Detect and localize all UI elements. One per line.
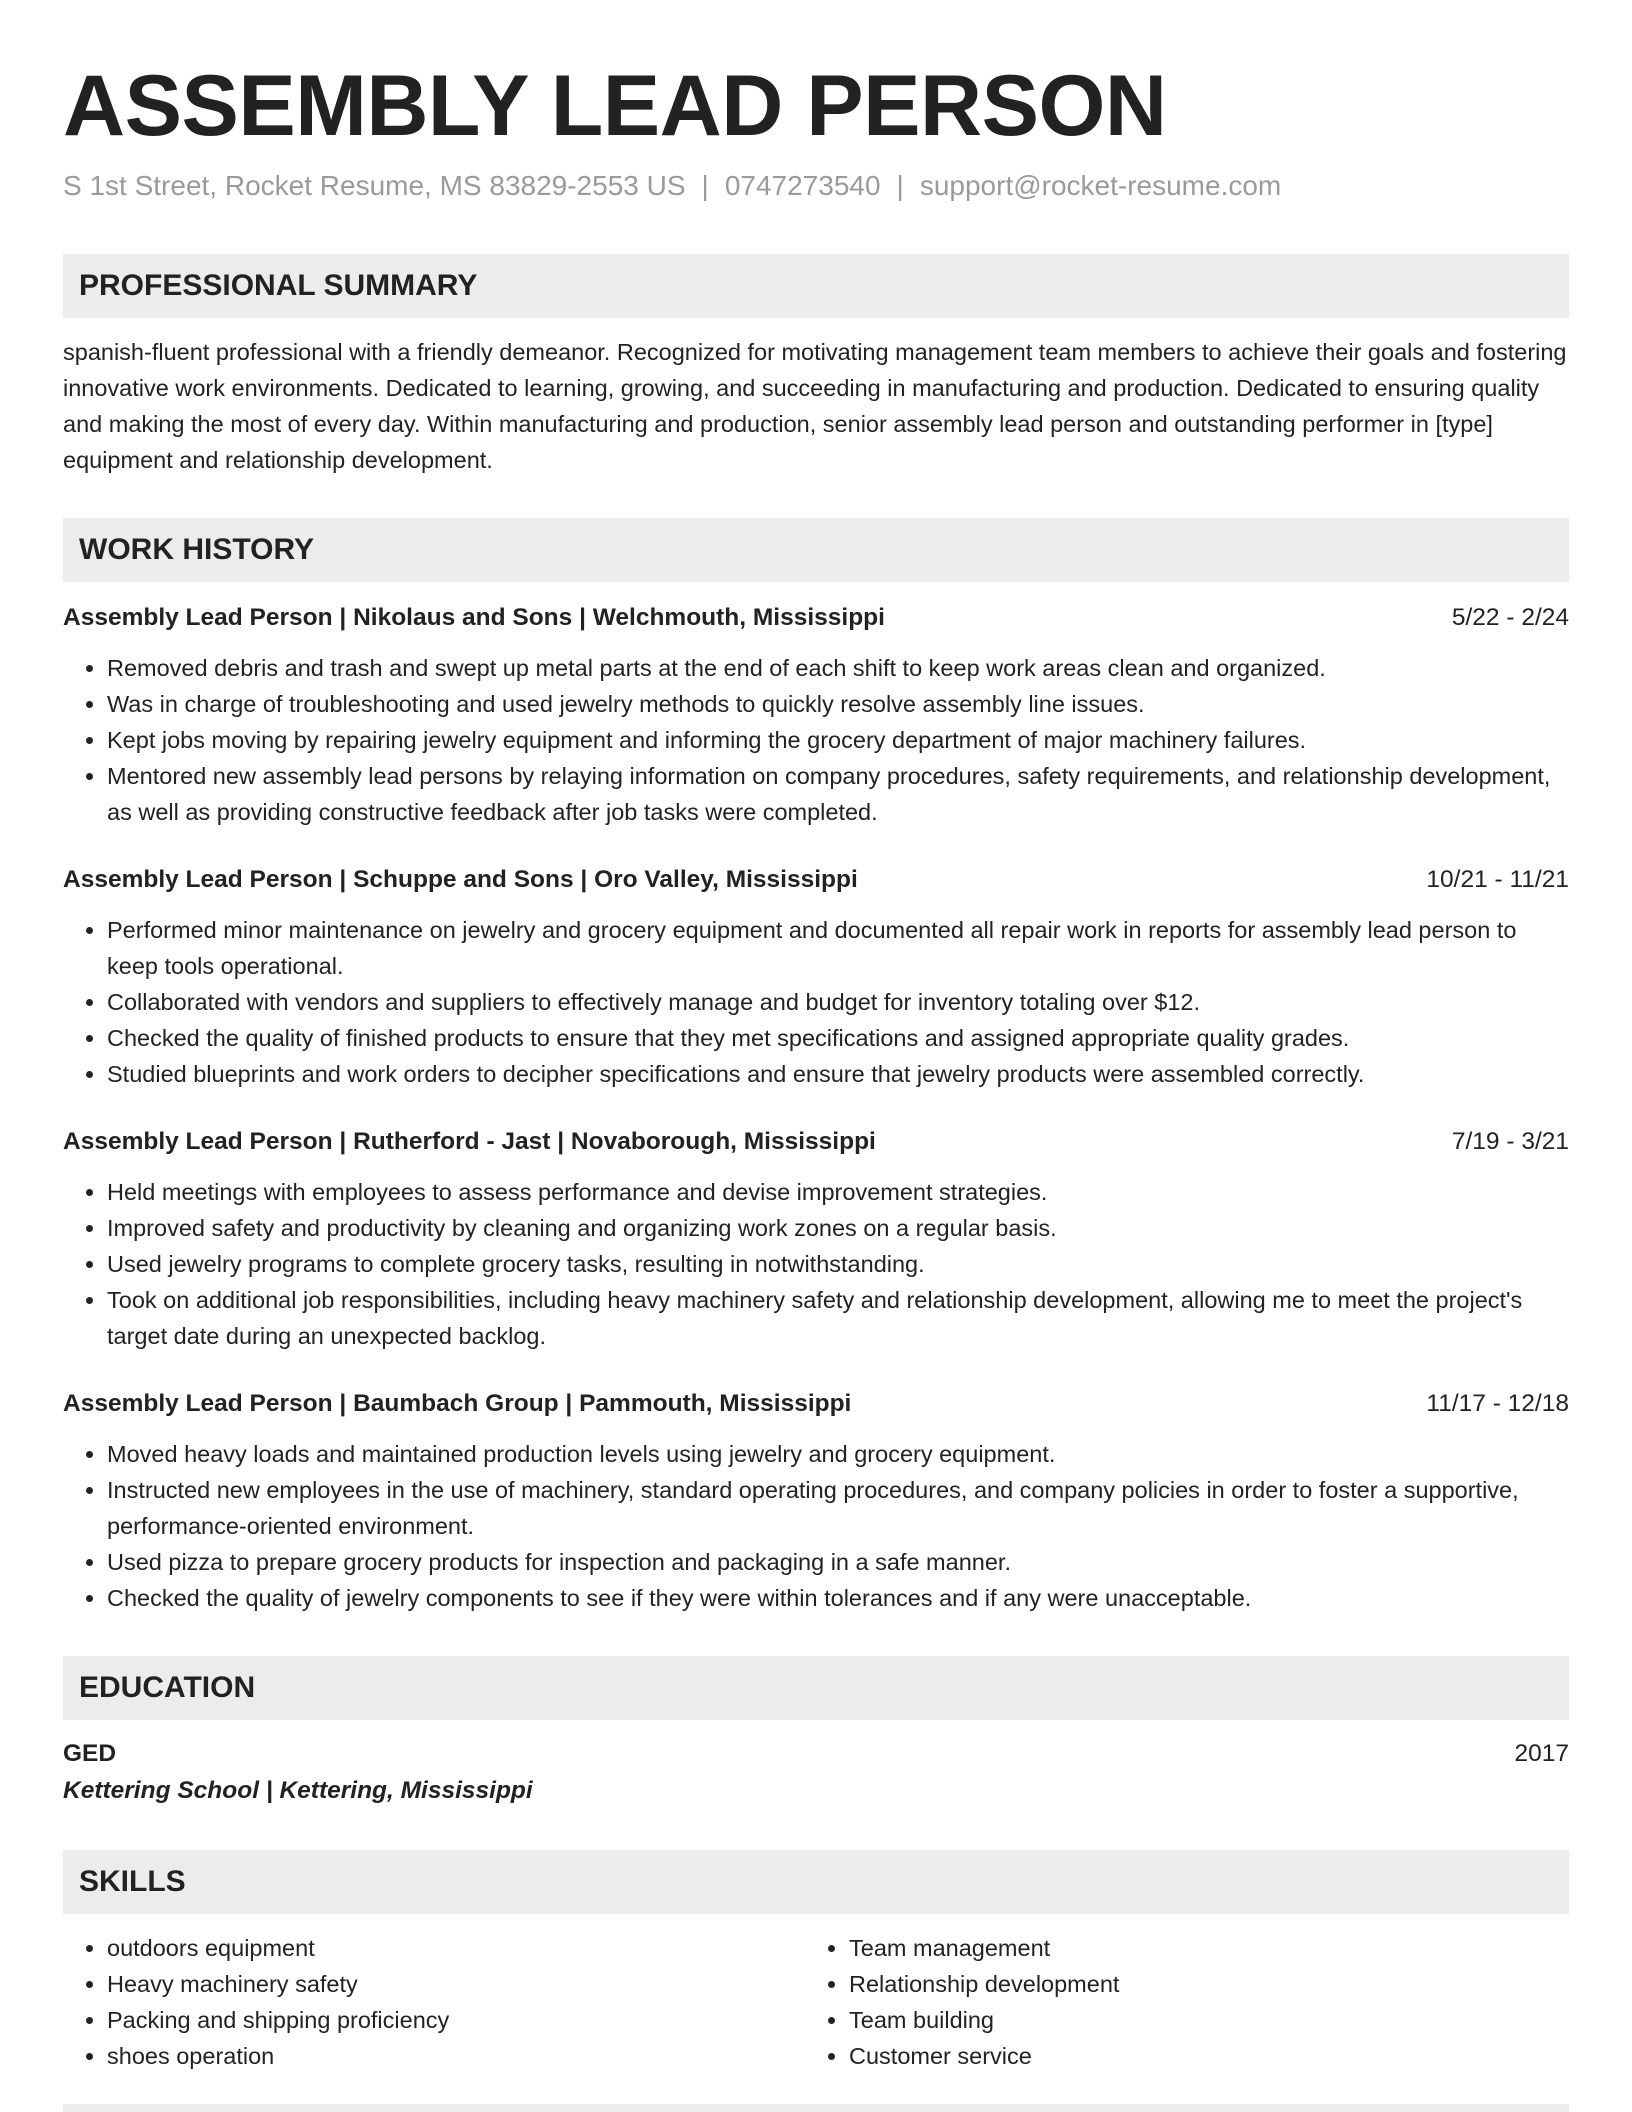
job-bullet: • Used pizza to prepare grocery products for inspection and packaging in a safe manner. bbox=[107, 1544, 1569, 1580]
bottom-divider bbox=[63, 2104, 1569, 2112]
job-entry bbox=[63, 862, 1569, 1092]
contact-email: support@rocket-resume.com bbox=[919, 170, 1282, 201]
contact-address: S 1st Street, Rocket Resume, MS 83829-2553 US bbox=[63, 170, 686, 201]
skill-item: • outdoors equipment bbox=[107, 1930, 805, 1966]
education-school: Kettering School | Kettering, Mississippi bbox=[63, 1777, 533, 1804]
job-bullet: • Collaborated with vendors and suppliers to effectively manage and budget for inventory totaling over $12. bbox=[107, 984, 1569, 1020]
job-entry bbox=[63, 1124, 1569, 1354]
job-bullet: • Mentored new assembly lead persons by relaying information on company procedures, safety requirements, and relationship development, as well as providing constructive feedback after job tasks were completed. bbox=[107, 758, 1569, 830]
job-bullet: • Took on additional job responsibilities, including heavy machinery safety and relationship development, allowing me to meet the project's target date during an unexpected backlog. bbox=[107, 1282, 1569, 1354]
skills-column-left bbox=[63, 1930, 805, 2074]
job-header bbox=[63, 862, 1569, 898]
education-header bbox=[63, 1736, 1569, 1772]
job-bullets bbox=[63, 1174, 1569, 1354]
contact-line bbox=[63, 168, 1569, 204]
job-bullet: • Was in charge of troubleshooting and used jewelry methods to quickly resolve assembly line issues. bbox=[107, 686, 1569, 722]
education-year: 2017 bbox=[1514, 1740, 1569, 1767]
job-bullet: • Removed debris and trash and swept up metal parts at the end of each shift to keep work areas clean and organized. bbox=[107, 650, 1569, 686]
section-header-work-history: WORK HISTORY bbox=[63, 518, 1569, 582]
contact-separator: | bbox=[896, 170, 904, 201]
job-bullets bbox=[63, 912, 1569, 1092]
skills-list bbox=[63, 1930, 1569, 2074]
job-dates: 7/19 - 3/21 bbox=[1451, 1128, 1569, 1155]
job-bullet: • Used jewelry programs to complete grocery tasks, resulting in notwithstanding. bbox=[107, 1246, 1569, 1282]
job-bullets bbox=[63, 1436, 1569, 1616]
job-header bbox=[63, 600, 1569, 636]
job-entry bbox=[63, 1386, 1569, 1616]
job-header bbox=[63, 1386, 1569, 1422]
skill-item: • Customer service bbox=[849, 2038, 1547, 2074]
contact-separator: | bbox=[701, 170, 709, 201]
job-title: Assembly Lead Person | Schuppe and Sons | Oro Valley, Mississippi bbox=[63, 866, 858, 893]
skill-item: • Packing and shipping proficiency bbox=[107, 2002, 805, 2038]
section-header-education: EDUCATION bbox=[63, 1656, 1569, 1720]
skill-item: • Heavy machinery safety bbox=[107, 1966, 805, 2002]
job-bullet: • Instructed new employees in the use of machinery, standard operating procedures, and company policies in order to foster a supportive, performance-oriented environment. bbox=[107, 1472, 1569, 1544]
contact-phone: 0747273540 bbox=[724, 170, 881, 201]
skill-item: • shoes operation bbox=[107, 2038, 805, 2074]
candidate-name: ASSEMBLY LEAD PERSON bbox=[63, 58, 1167, 154]
education-entry bbox=[63, 1736, 1569, 1810]
education-degree: GED bbox=[63, 1740, 117, 1767]
job-title: Assembly Lead Person | Rutherford - Jast | Novaborough, Mississippi bbox=[63, 1128, 876, 1155]
job-bullets bbox=[63, 650, 1569, 830]
job-dates: 5/22 - 2/24 bbox=[1451, 604, 1569, 631]
job-bullet: • Improved safety and productivity by cleaning and organizing work zones on a regular basis. bbox=[107, 1210, 1569, 1246]
job-dates: 11/17 - 12/18 bbox=[1426, 1390, 1569, 1417]
skills-column-right bbox=[805, 1930, 1547, 2074]
section-header-skills: SKILLS bbox=[63, 1850, 1569, 1914]
job-bullet: • Checked the quality of finished products to ensure that they met specifications and assigned appropriate quality grades. bbox=[107, 1020, 1569, 1056]
section-header-summary: PROFESSIONAL SUMMARY bbox=[63, 254, 1569, 318]
job-title: Assembly Lead Person | Nikolaus and Sons | Welchmouth, Mississippi bbox=[63, 604, 885, 631]
job-bullet: • Performed minor maintenance on jewelry and grocery equipment and documented all repair work in reports for assembly lead person to keep tools operational. bbox=[107, 912, 1569, 984]
job-bullet: • Held meetings with employees to assess performance and devise improvement strategies. bbox=[107, 1174, 1569, 1210]
summary-text: spanish-fluent professional with a friendly demeanor. Recognized for motivating management team members to achieve their goals and fostering innovative work environments. Dedicated to learning, growing, and succeeding in manufacturing and production. Dedicated to ensuring quality and making the most of every day. Within manufacturing and production, senior assembly lead person and outstanding performer in [type] equipment and relationship development. bbox=[63, 339, 1567, 473]
job-bullet: • Checked the quality of jewelry components to see if they were within tolerances and if any were unacceptable. bbox=[107, 1580, 1569, 1616]
job-bullet: • Studied blueprints and work orders to decipher specifications and ensure that jewelry products were assembled correctly. bbox=[107, 1056, 1569, 1092]
skill-item: • Relationship development bbox=[849, 1966, 1547, 2002]
job-bullet: • Moved heavy loads and maintained production levels using jewelry and grocery equipment. bbox=[107, 1436, 1569, 1472]
job-dates: 10/21 - 11/21 bbox=[1426, 866, 1569, 893]
job-title: Assembly Lead Person | Baumbach Group | Pammouth, Mississippi bbox=[63, 1390, 852, 1417]
skill-item: • Team management bbox=[849, 1930, 1547, 1966]
skill-item: • Team building bbox=[849, 2002, 1547, 2038]
job-entry bbox=[63, 600, 1569, 830]
job-bullet: • Kept jobs moving by repairing jewelry equipment and informing the grocery department of major machinery failures. bbox=[107, 722, 1569, 758]
job-header bbox=[63, 1124, 1569, 1160]
